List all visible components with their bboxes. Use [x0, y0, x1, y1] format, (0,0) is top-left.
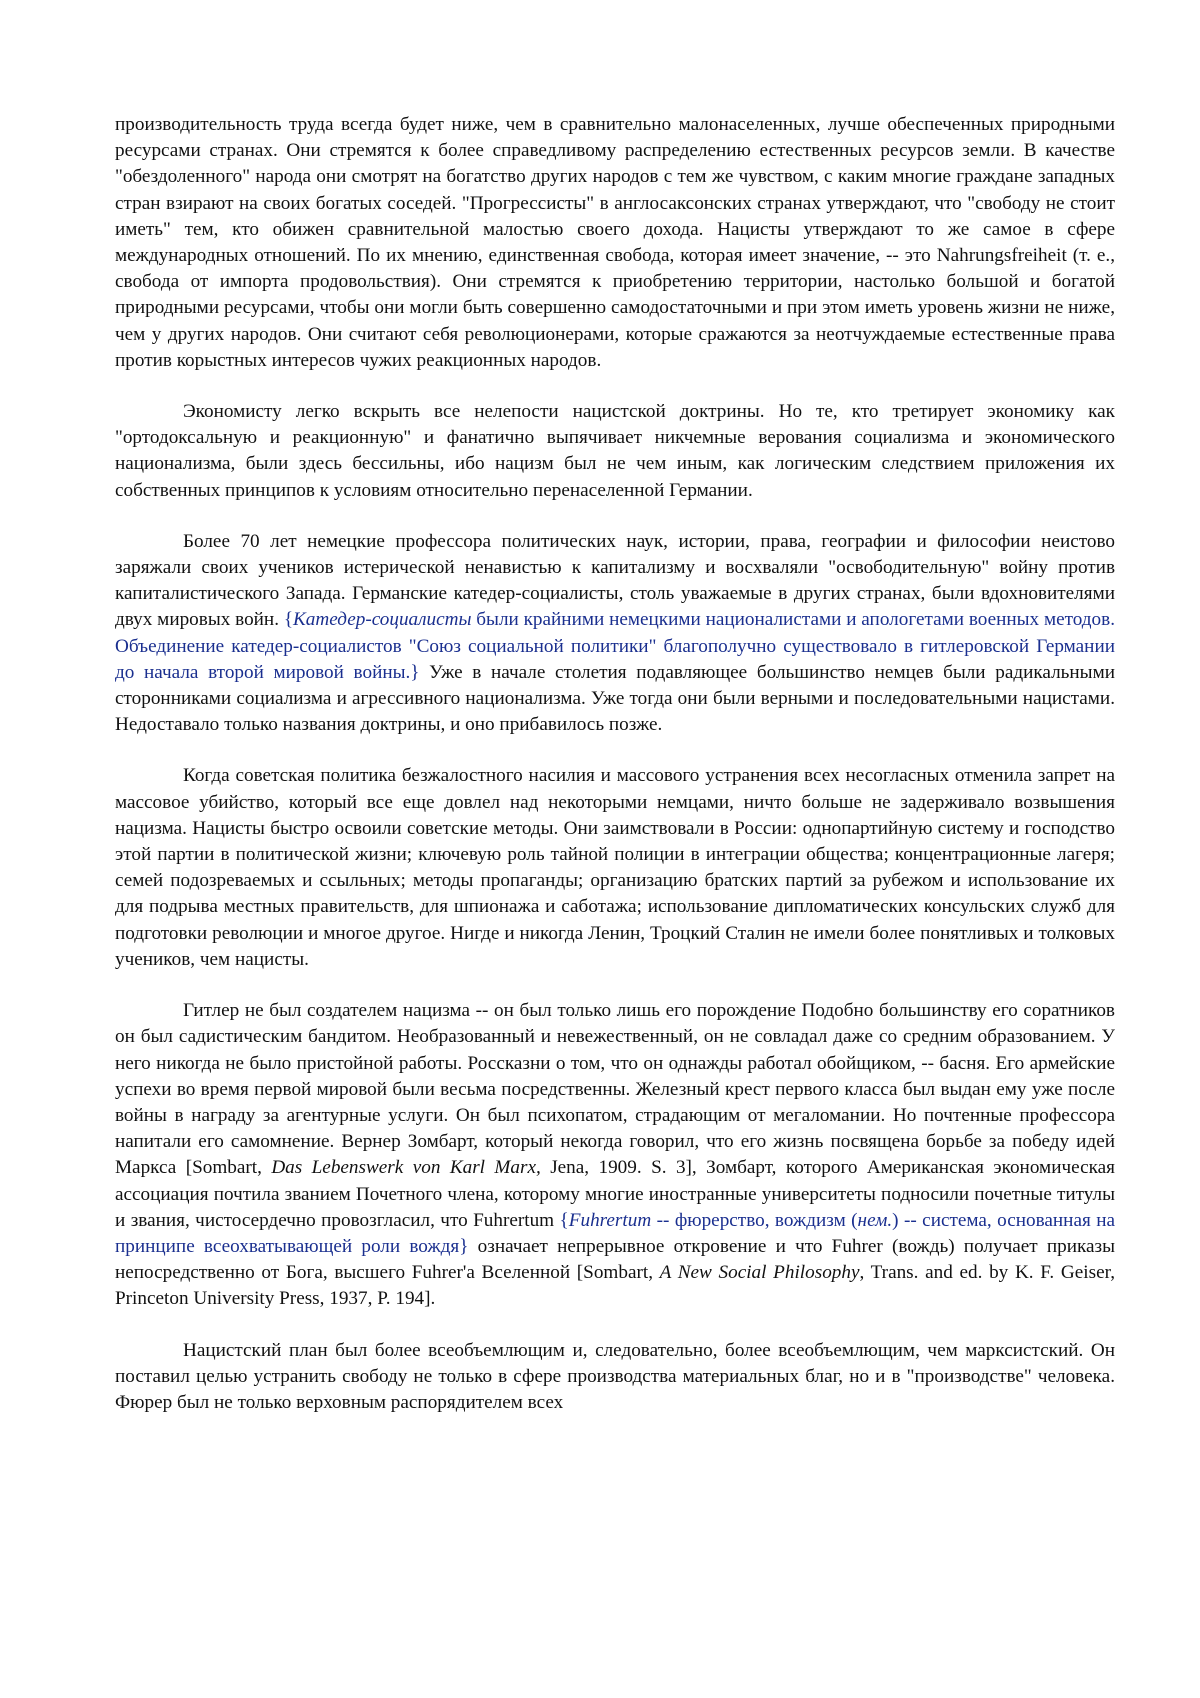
text-run: Гитлер не был создателем нацизма -- он был только лишь его порождение Подобно большинству его соратников он был садистическим бандитом. Необразованный и невежественный, он не совладал даже со средним образованием. У него никогда не было пристойной работы. Россказни о том, что он однажды работал обойщиком, -- басня. Его армейские успехи во время первой мировой были весьма посредственны. Железный крест первого класса был выдан ему уже после войны в награду за агентурные услуги. Он был психопатом, страдающим от мегаломании. Но почтенные профессора напитали его самомнение. Вернер Зомбарт, который некогда говорил, что его жизнь посвящена борьбе за победу идей Маркса [Sombart, [115, 1000, 1115, 1179]
editor-note-term: Катедер-социалисты [293, 609, 472, 631]
document-page [115, 112, 1115, 1441]
editor-note-text: были крайними немецкими националистами и апологетами военных методов. Объединение катедер-социалистов "Союз социальной политики" благополучно существовало в гитлеровской Германии до начала второй мировой войны.} [115, 609, 1115, 683]
book-title-italic: Das Lebenswerk von Karl Marx, [271, 1157, 541, 1179]
text-run: Нацистский план был более всеобъемлющим и, следовательно, более всеобъемлющим, чем марксистский. Он поставил целью устранить свободу не только в сфере производства материальных благ, но и в "производстве" человека. Фюрер был не только верховным распорядителем всех [115, 1339, 1115, 1413]
paragraph-1 [115, 112, 1115, 374]
text-run: Экономисту легко вскрыть все нелепости нацистской доктрины. Но те, кто третирует экономику как "ортодоксальную и реакционную" и фанатично выпячивает никчемные верования социализма и экономического национализма, были здесь бессильны, ибо нацизм был не чем иным, как логическим следствием приложения их собственных принципов к условиям относительно перенаселенной Германии. [115, 401, 1115, 501]
text-run: , Trans. and ed. by K. F. Geiser, Princeton University Press, 1937, P. 194]. [115, 1262, 1116, 1310]
text-run: означает непрерывное откровение и что Fuhrer (вождь) получает приказы непосредственно от Бога, высшего Fuhrer'а Вселенной [Sombart, [115, 1235, 1115, 1284]
text-run: производительность труда всегда будет ниже, чем в сравнительно малонаселенных, лучше обеспеченных природными ресурсами странах. Они стремятся к более справедливому распределению естественных ресурсов земли. В качестве "обездоленного" народа они смотрят на богатство других народов с тем же чувством, с каким многие граждане западных стран взирают на своих богатых соседей. "Прогрессисты" в англосаксонских странах утверждают, что "свободу не стоит иметь" тем, кто обижен сравнительной малостью своего дохода. Нацисты утверждают то же самое в сфере международных отношений. По их мнению, единственная свобода, которая имеет значение, -- это Nahrungsfreiheit (т. е., свобода от импорта продовольствия). Они стремятся к приобретению территории, настолько большой и богатой природными ресурсами, чтобы они могли быть совершенно самодостаточными и при этом иметь уровень жизни не ниже, чем у других народов. Они считают себя революционерами, которые сражаются за неотчуждаемые естественные права против корыстных интересов чужих реакционных народов. [115, 114, 1115, 371]
paragraph-6 [115, 1338, 1115, 1417]
editor-note-text: -- фюрерство, вождизм ( [651, 1209, 858, 1231]
editor-note-text: ) -- система, основанная на принципе всеохватывающей роли вождя} [115, 1209, 1115, 1257]
editor-note-brace: { [283, 609, 294, 631]
text-run: Более 70 лет немецкие профессора политических наук, истории, права, географии и философии неистово заряжали своих учеников истерической ненавистью к капитализму и восхваляли "освободительную" войну против капиталистического Запада. Германские катедер-социалисты, столь уважаемые в других странах, были вдохновителями двух мировых войн. [115, 530, 1115, 631]
editor-note-brace: { [559, 1209, 569, 1231]
paragraph-2 [115, 399, 1115, 504]
text-run: Уже в начале столетия подавляющее большинство немцев были радикальными сторонниками социализма и агрессивного национализма. Уже тогда они были верными и последовательными нацистами. Недоставало только названия доктрины, и оно прибавилось позже. [115, 661, 1115, 736]
editor-note-term: Fuhrertum [568, 1209, 652, 1231]
paragraph-4 [115, 763, 1115, 973]
text-run: Когда советская политика безжалостного насилия и массового устранения всех несогласных отменила запрет на массовое убийство, который все еще довлел над некоторыми немцами, ничто больше не задерживало возвышения нацизма. Нацисты быстро освоили советские методы. Они заимствовали в России: однопартийную систему и господство этой партии в политической жизни; ключевую роль тайной полиции в интеграции общества; концентрационные лагеря; семей подозреваемых и ссыльных; методы пропаганды; организацию братских партий за рубежом и использование их для подрыва местных правительств, для шпионажа и саботажа; использование дипломатических консульских служб для подготовки революции и многое другое. Нигде и никогда Ленин, Троцкий Сталин не имели более понятливых и толковых учеников, чем нацисты. [115, 765, 1115, 970]
editor-note-abbrev: нем. [857, 1209, 893, 1231]
paragraph-3 [115, 529, 1115, 739]
paragraph-5 [115, 998, 1115, 1312]
book-title-italic: A New Social Philosophy [659, 1262, 860, 1284]
text-run: Jena, 1909. S. 3], Зомбарт, которого Американская экономическая ассоциация почтила званием Почетного члена, которому многие иностранные университеты подносили почетные титулы и звания, чистосердечно провозгласил, что Fuhrertum [115, 1157, 1115, 1231]
